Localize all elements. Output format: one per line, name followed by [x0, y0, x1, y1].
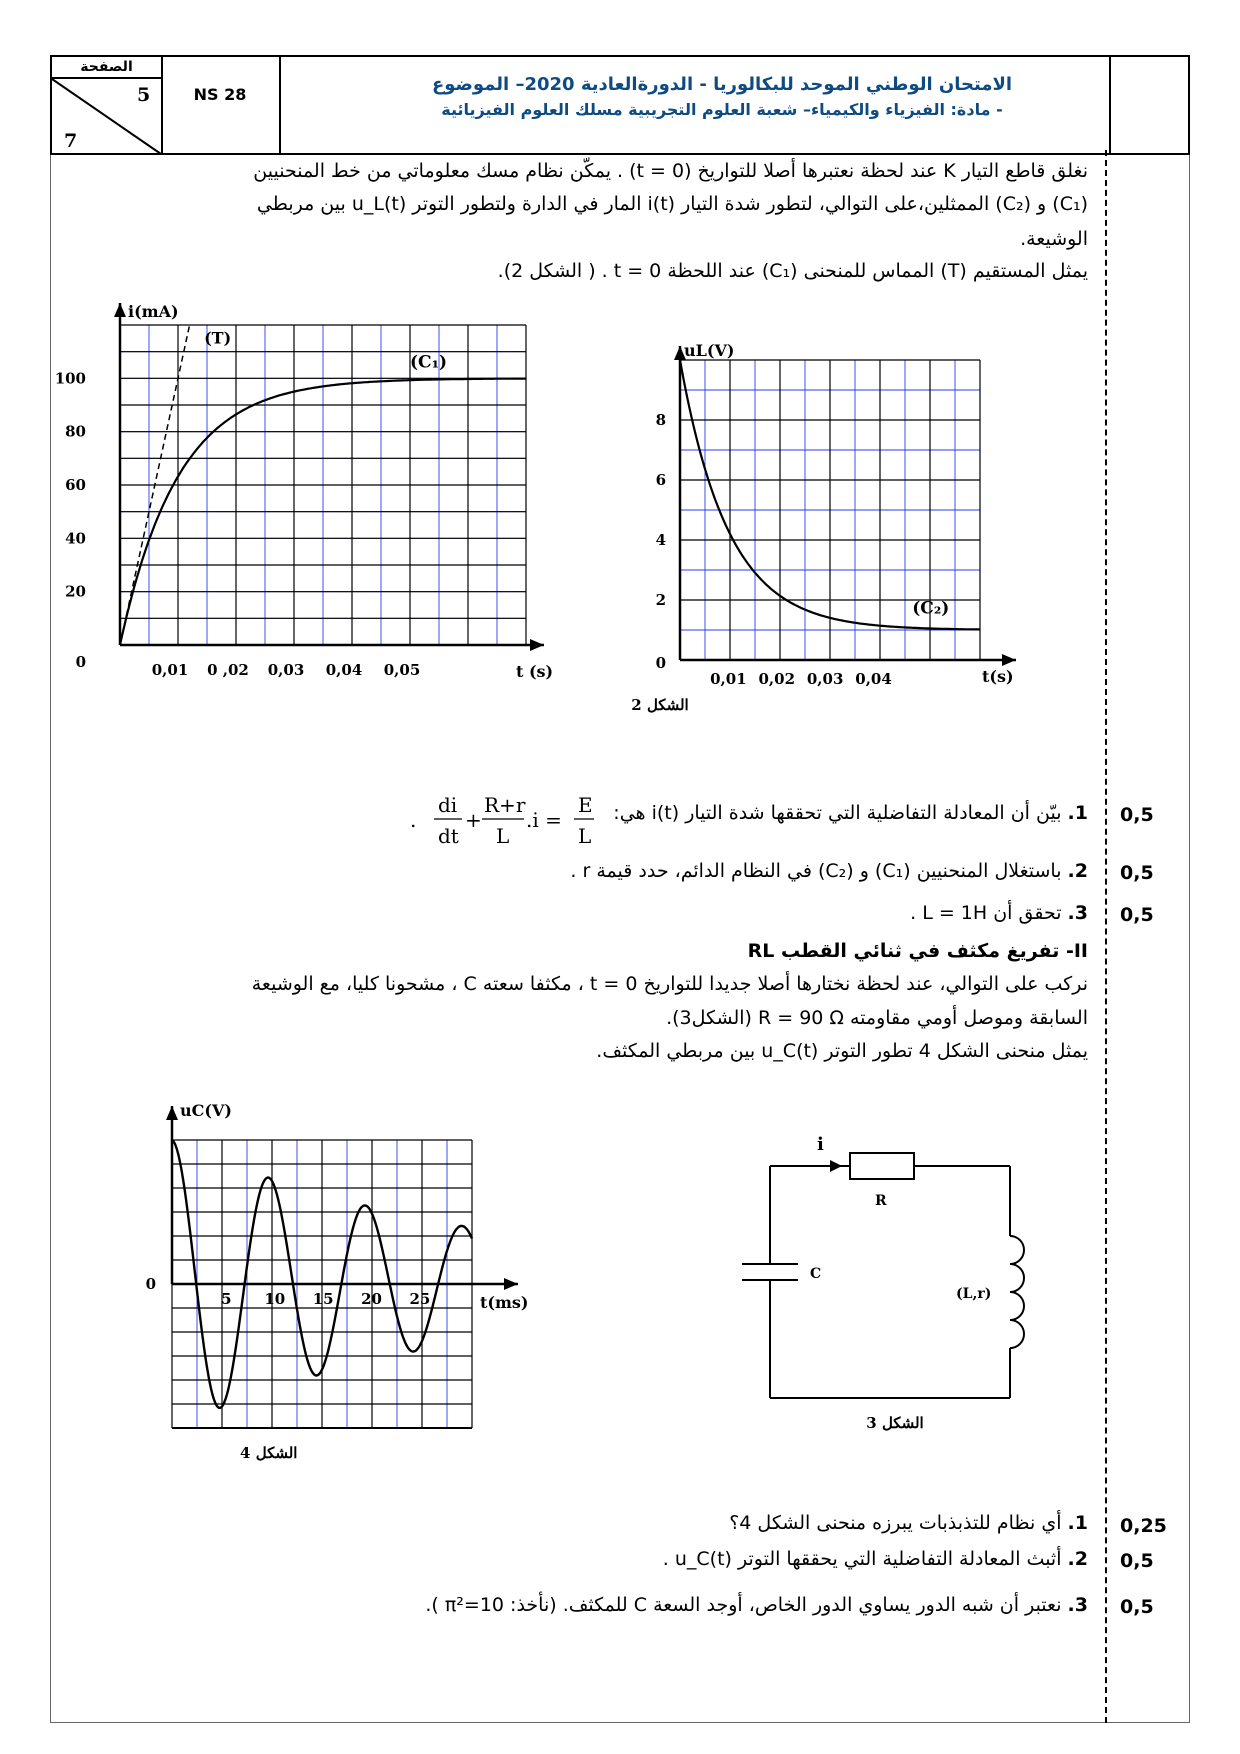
- score: 0,5: [1120, 804, 1154, 826]
- intro-line: (C₁) و (C₂) الممثلين،على التوالي، لتطور شدة التيار i(t) المار في الدارة ولتطور التوتر u_L(t) بين مربطي: [256, 193, 1088, 215]
- page-label: الصفحة: [52, 57, 161, 79]
- part2-line: السابقة وموصل أومي مقاومته R = 90 Ω (الشكل3).: [666, 1007, 1088, 1029]
- x-axis-label: t(ms): [480, 1293, 529, 1312]
- x-axis-arrow-icon: [504, 1278, 518, 1290]
- y-tick-label: 0: [145, 1275, 156, 1293]
- figure-4-caption: الشكل 4: [240, 1444, 298, 1462]
- y-tick-label: 80: [65, 422, 86, 441]
- current-chart: [55, 302, 553, 681]
- x-tick-label: 5: [221, 1290, 232, 1308]
- question-2: [570, 860, 1088, 882]
- intro-line: نغلق قاطع التيار K عند لحظة نعتبرها أصلا للتواريخ (t = 0) . يمكّن نظام مسك معلوماتي من خط المنحنيين: [253, 160, 1088, 182]
- x-axis-arrow-icon: [1002, 654, 1016, 666]
- differential-equation: [410, 785, 640, 855]
- current-arrow-icon: [830, 1160, 842, 1172]
- page-number-cell: [52, 79, 161, 154]
- x-tick-label: 0,04: [855, 670, 892, 688]
- x-tick-label: 0,05: [383, 661, 421, 679]
- y-tick-label: 100: [54, 369, 86, 388]
- x-tick-label: 0,01: [151, 661, 189, 679]
- curve-c1-label: (C₁): [410, 352, 448, 373]
- header-divider: [161, 57, 163, 153]
- question-ii-2: [663, 1548, 1088, 1570]
- figure-2-caption: الشكل 2: [631, 696, 689, 714]
- figure-3-caption: الشكل 3: [866, 1414, 924, 1432]
- y-axis-label: uC(V): [180, 1101, 232, 1120]
- coil: [1010, 1236, 1024, 1348]
- question-ii-1: [729, 1512, 1088, 1534]
- eq-term: R+r: [484, 793, 526, 817]
- x-axis-label: t (s): [516, 662, 554, 681]
- figure-3-circuit: [730, 1120, 1060, 1430]
- page-total: 7: [64, 130, 78, 152]
- intro-line: يمثل المستقيم (T) المماس للمنحنى (C₁) عند اللحظة t = 0 . ( الشكل 2).: [497, 260, 1088, 282]
- x-tick-label: 0 ,02: [207, 661, 249, 679]
- eq-term: L: [496, 824, 510, 848]
- y-tick-label: 20: [65, 582, 86, 601]
- coil-label: (L,r): [956, 1286, 992, 1302]
- tangent-label: (T): [204, 328, 232, 348]
- question-number: 2.: [1067, 860, 1088, 882]
- resistor: [850, 1153, 914, 1179]
- y-tick-label: 40: [65, 529, 86, 548]
- x-tick-label: 20: [361, 1290, 382, 1308]
- part2-line: نركب على التوالي، عند لحظة نختارها أصلا جديدا للتواريخ t = 0 ، مكثفا سعته C ، مشحونا كليا، مع الوشيعة: [251, 973, 1088, 995]
- exam-header: [50, 55, 1190, 155]
- header-divider: [279, 57, 281, 153]
- y-axis-label: uL(V): [684, 341, 735, 360]
- y-tick-label: 8: [655, 411, 666, 429]
- x-axis-label: t(s): [982, 667, 1014, 686]
- question-number: 1.: [1067, 802, 1088, 824]
- x-tick-label: 0,02: [758, 670, 796, 688]
- resistor-label: R: [875, 1193, 887, 1209]
- exam-code: NS 28: [193, 85, 247, 104]
- score-divider: [1105, 150, 1107, 1723]
- y-axis-arrow-icon: [114, 303, 126, 317]
- score: 0,5: [1120, 1596, 1154, 1618]
- y-tick-label: 0: [655, 654, 666, 672]
- question-number: 1.: [1067, 1512, 1088, 1534]
- curve-c2-label: (C₂): [912, 598, 950, 619]
- svg-text:.: .: [410, 808, 417, 832]
- y-tick-label: 2: [655, 591, 666, 609]
- question-text: أثبث المعادلة التفاضلية التي يحققها التوتر u_C(t) .: [662, 1548, 1062, 1570]
- svg-text:+: +: [465, 808, 482, 832]
- question-number: 2.: [1067, 1548, 1088, 1570]
- y-tick-label: 0: [75, 653, 86, 671]
- y-tick-label: 6: [655, 471, 666, 489]
- x-axis-arrow-icon: [530, 639, 544, 651]
- y-axis-label: i(mA): [128, 302, 179, 321]
- part2-title: II- تفريغ مكثف في ثنائي القطب RL: [747, 940, 1088, 962]
- coil-voltage-chart: [631, 341, 1016, 714]
- eq-term: E: [578, 793, 593, 817]
- question-text: باستغلال المنحنيين (C₁) و (C₂) في النظام الدائم، حدد قيمة r .: [570, 860, 1062, 882]
- eq-term: di: [438, 793, 458, 817]
- exam-subject: - مادة: الفيزياء والكيمياء– شعبة العلوم التجريبية مسلك العلوم الفيزيائية: [441, 100, 1003, 119]
- score: 0,5: [1120, 904, 1154, 926]
- y-tick-label: 60: [65, 476, 86, 494]
- question-text: تحقق أن L = 1H .: [910, 902, 1062, 924]
- question-text: بيّن أن المعادلة التفاضلية التي تحققها شدة التيار i(t) هي:: [613, 802, 1062, 824]
- y-tick-label: 4: [655, 531, 666, 549]
- question-text: نعتبر أن شبه الدور يساوي الدور الخاص، أوجد السعة C للمكثف. (نأخذ: π²=10 ).: [425, 1594, 1062, 1616]
- capacitor-voltage-chart: [146, 1101, 529, 1462]
- x-tick-label: 10: [264, 1290, 286, 1308]
- question-number: 3.: [1067, 1594, 1088, 1616]
- exam-title: الامتحان الوطني الموحد للبكالوريا - الدورةالعادية 2020– الموضوع: [431, 74, 1013, 95]
- current-label: i: [817, 1134, 824, 1155]
- intro-line: الوشيعة.: [1020, 228, 1088, 250]
- x-tick-label: 25: [409, 1290, 431, 1308]
- page-current: 5: [137, 84, 151, 106]
- figure-4: [140, 1100, 600, 1480]
- x-tick-label: 0,04: [325, 661, 363, 679]
- eq-term: L: [578, 824, 592, 848]
- header-divider: [1109, 57, 1111, 153]
- capacitor-label: C: [810, 1266, 822, 1282]
- x-tick-label: 0,01: [710, 670, 747, 688]
- eq-term: .i =: [526, 808, 562, 832]
- y-axis-arrow-icon: [166, 1106, 178, 1120]
- question-1: [613, 802, 1088, 824]
- x-tick-label: 15: [312, 1290, 334, 1308]
- score: 0,25: [1120, 1515, 1167, 1537]
- part2-line: يمثل منحنى الشكل 4 تطور التوتر u_C(t) بين مربطي المكثف.: [596, 1040, 1088, 1062]
- score: 0,5: [1120, 1550, 1154, 1572]
- question-text: أي نظام للتذبذبات يبرزه منحنى الشكل 4؟: [729, 1512, 1062, 1534]
- eq-term: dt: [438, 824, 459, 848]
- question-number: 3.: [1067, 902, 1088, 924]
- score: 0,5: [1120, 862, 1154, 884]
- question-ii-3: [425, 1594, 1088, 1616]
- figure-2: [54, 300, 1100, 770]
- question-3: [910, 902, 1088, 924]
- x-tick-label: 0,03: [806, 670, 844, 688]
- x-tick-label: 0,03: [267, 661, 305, 679]
